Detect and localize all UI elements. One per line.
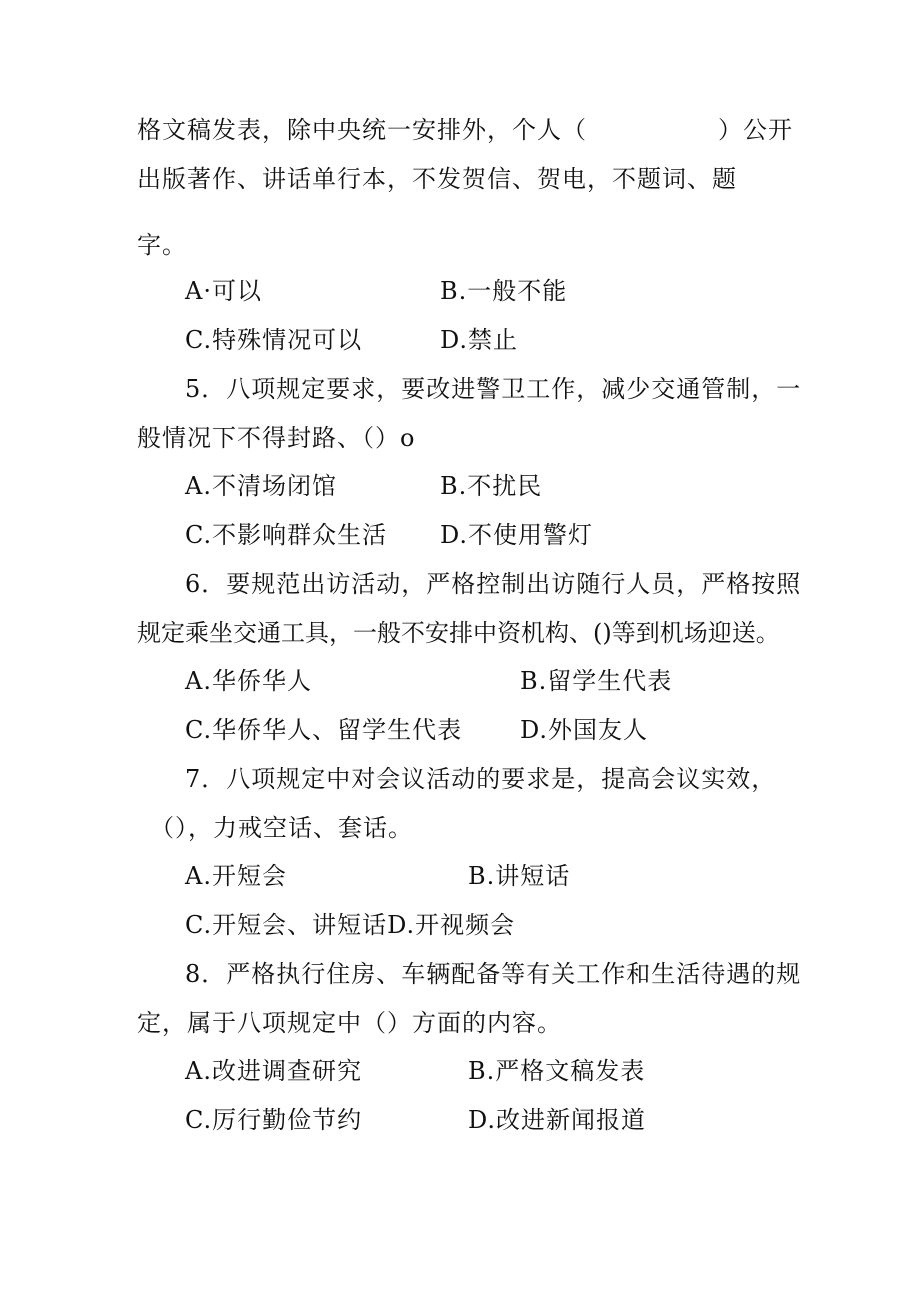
q5-line-2: 般情况下不得封路、（）o bbox=[137, 424, 416, 452]
q8-option-a: A.改进调查研究 bbox=[185, 1057, 362, 1085]
q7-line-2: （），力戒空话、套话。 bbox=[150, 814, 413, 842]
q6-option-a: A.华侨华人 bbox=[185, 667, 312, 695]
q8-option-d: D.改进新闻报道 bbox=[468, 1106, 647, 1134]
q6-line-2: 规定乘坐交通工具，一般不安排中资机构、()等到机场迎送。 bbox=[137, 619, 780, 647]
q4-line-3: 字。 bbox=[137, 231, 187, 259]
q4-option-a: A·可以 bbox=[185, 277, 262, 305]
q6-option-c: C.华侨华人、留学生代表 bbox=[185, 716, 463, 744]
q5-line-1: 5．八项规定要求，要改进警卫工作，减少交通管制，一 bbox=[185, 375, 802, 403]
q4-line-1-end: ）公开 bbox=[718, 116, 793, 144]
q6-option-d: D.外国友人 bbox=[520, 716, 649, 744]
q7-option-c: C.开短会、讲短话D.开视频会 bbox=[185, 911, 516, 939]
q7-option-a: A.开短会 bbox=[185, 862, 287, 890]
q8-option-b: B.严格文稿发表 bbox=[468, 1057, 646, 1085]
q4-option-c: C.特殊情况可以 bbox=[185, 326, 363, 354]
q4-option-b: B.一般不能 bbox=[440, 277, 568, 305]
q5-option-d: D.不使用警灯 bbox=[440, 521, 594, 549]
q7-option-b: B.讲短话 bbox=[468, 862, 571, 890]
q6-option-b: B.留学生代表 bbox=[520, 667, 673, 695]
q6-line-1: 6．要规范出访活动，严格控制出访随行人员，严格按照 bbox=[185, 570, 802, 598]
q5-option-c: C.不影响群众生活 bbox=[185, 521, 388, 549]
q4-option-d: D.禁止 bbox=[440, 326, 519, 354]
q8-line-2: 定，属于八项规定中（）方面的内容。 bbox=[137, 1009, 562, 1037]
q4-line-2: 出版著作、讲话单行本，不发贺信、贺电，不题词、题 bbox=[137, 165, 737, 193]
q8-line-1: 8．严格执行住房、车辆配备等有关工作和生活待遇的规 bbox=[185, 960, 802, 988]
q5-option-a: A.不清场闭馆 bbox=[185, 472, 337, 500]
q5-option-b: B.不扰民 bbox=[440, 472, 543, 500]
q4-line-1: 格文稿发表，除中央统一安排外，个人（ bbox=[137, 116, 587, 144]
q8-option-c: C.厉行勤俭节约 bbox=[185, 1106, 363, 1134]
q7-line-1: 7．八项规定中对会议活动的要求是，提高会议实效， bbox=[185, 765, 777, 793]
